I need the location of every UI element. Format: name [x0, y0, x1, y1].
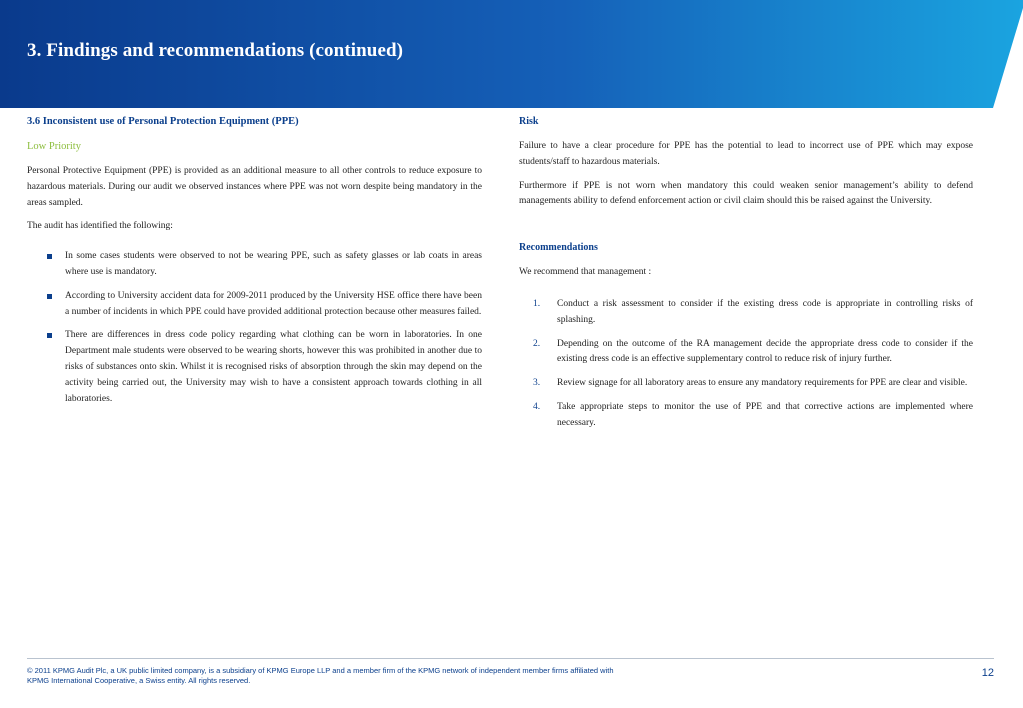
bullet-square-icon — [47, 294, 52, 299]
list-item — [519, 376, 973, 392]
risk-heading: Risk — [519, 116, 539, 127]
intro-paragraph: Personal Protective Equipment (PPE) is provided as an additional measure to all other controls to reduce exposure to hazardous materials. During our audit we observed instances where PPE was not worn despite being mandatory in the areas sampled. — [27, 166, 482, 208]
list-number: 1. — [533, 298, 541, 309]
recommendations-heading: Recommendations — [519, 242, 598, 254]
footer-divider — [27, 658, 994, 659]
findings-list — [27, 249, 482, 407]
list-item — [519, 297, 973, 329]
header-banner — [0, 0, 1023, 108]
list-item — [27, 289, 482, 321]
list-item-text: Take appropriate steps to monitor the use of PPE and that corrective actions are implemented where necessary. — [557, 401, 973, 428]
risk-paragraph: Furthermore if PPE is not worn when mandatory this could weaken senior management’s ability to defend managements ability to defend enforcement action or civil claim should this be raised against the University. — [519, 180, 973, 207]
footer-line: KPMG International Cooperative, a Swiss entity. All rights reserved. — [27, 676, 251, 685]
bullet-square-icon — [47, 254, 52, 259]
list-item-text: According to University accident data for 2009-2011 produced by the University HSE office there have been a number of incidents in which PPE could have provided additional protection because other measures failed. — [65, 290, 482, 317]
list-number: 4. — [533, 401, 541, 412]
risk-paragraph: Failure to have a clear procedure for PPE has the potential to lead to incorrect use of PPE which may expose students/staff to hazardous materials. — [519, 141, 973, 167]
list-item — [519, 400, 973, 432]
priority-label: Low Priority — [27, 141, 81, 152]
list-number: 2. — [533, 338, 541, 349]
identified-paragraph: The audit has identified the following: — [27, 221, 173, 232]
list-item-text: Review signage for all laboratory areas to ensure any mandatory requirements for PPE are clear and visible. — [557, 378, 968, 389]
list-item — [27, 249, 482, 281]
recommendations-list — [519, 297, 973, 432]
list-item-text: In some cases students were observed to not be wearing PPE, such as safety glasses or lab coats in areas where use is mandatory. — [65, 251, 482, 277]
recommendations-intro: We recommend that management : — [519, 267, 652, 278]
page-title: 3. Findings and recommendations (continued) — [27, 40, 404, 61]
bullet-square-icon — [47, 333, 52, 338]
list-item — [27, 328, 482, 407]
list-item-text: There are differences in dress code policy regarding what clothing can be worn in laboratories. In one Department male students were observed to be wearing shorts, however this was prohibited in another due to risks of substances onto skin. Whilst it is recognised risks of absorption through the skin may depend on the activity being carried out, the University may wish to have a consistent approach towards clothing in all laboratories. — [65, 330, 482, 404]
list-number: 3. — [533, 378, 541, 389]
page-number: 12 — [981, 667, 994, 679]
list-item — [519, 337, 973, 369]
right-column — [519, 116, 973, 440]
footer-line: © 2011 KPMG Audit Plc, a UK public limited company, is a subsidiary of KPMG Europe LLP and a member firm of the KPMG network of independent member firms affiliated with — [27, 666, 614, 675]
list-item-text: Conduct a risk assessment to consider if the existing dress code is appropriate in controlling risks of splashing. — [557, 298, 973, 325]
footer-copyright — [27, 666, 727, 686]
left-column — [27, 116, 482, 415]
list-item-text: Depending on the outcome of the RA management decide the appropriate dress code to consider if the existing dress code is an effective supplementary control to reduce risk of injury further. — [557, 338, 973, 365]
finding-heading: 3.6 Inconsistent use of Personal Protection Equipment (PPE) — [27, 116, 299, 127]
